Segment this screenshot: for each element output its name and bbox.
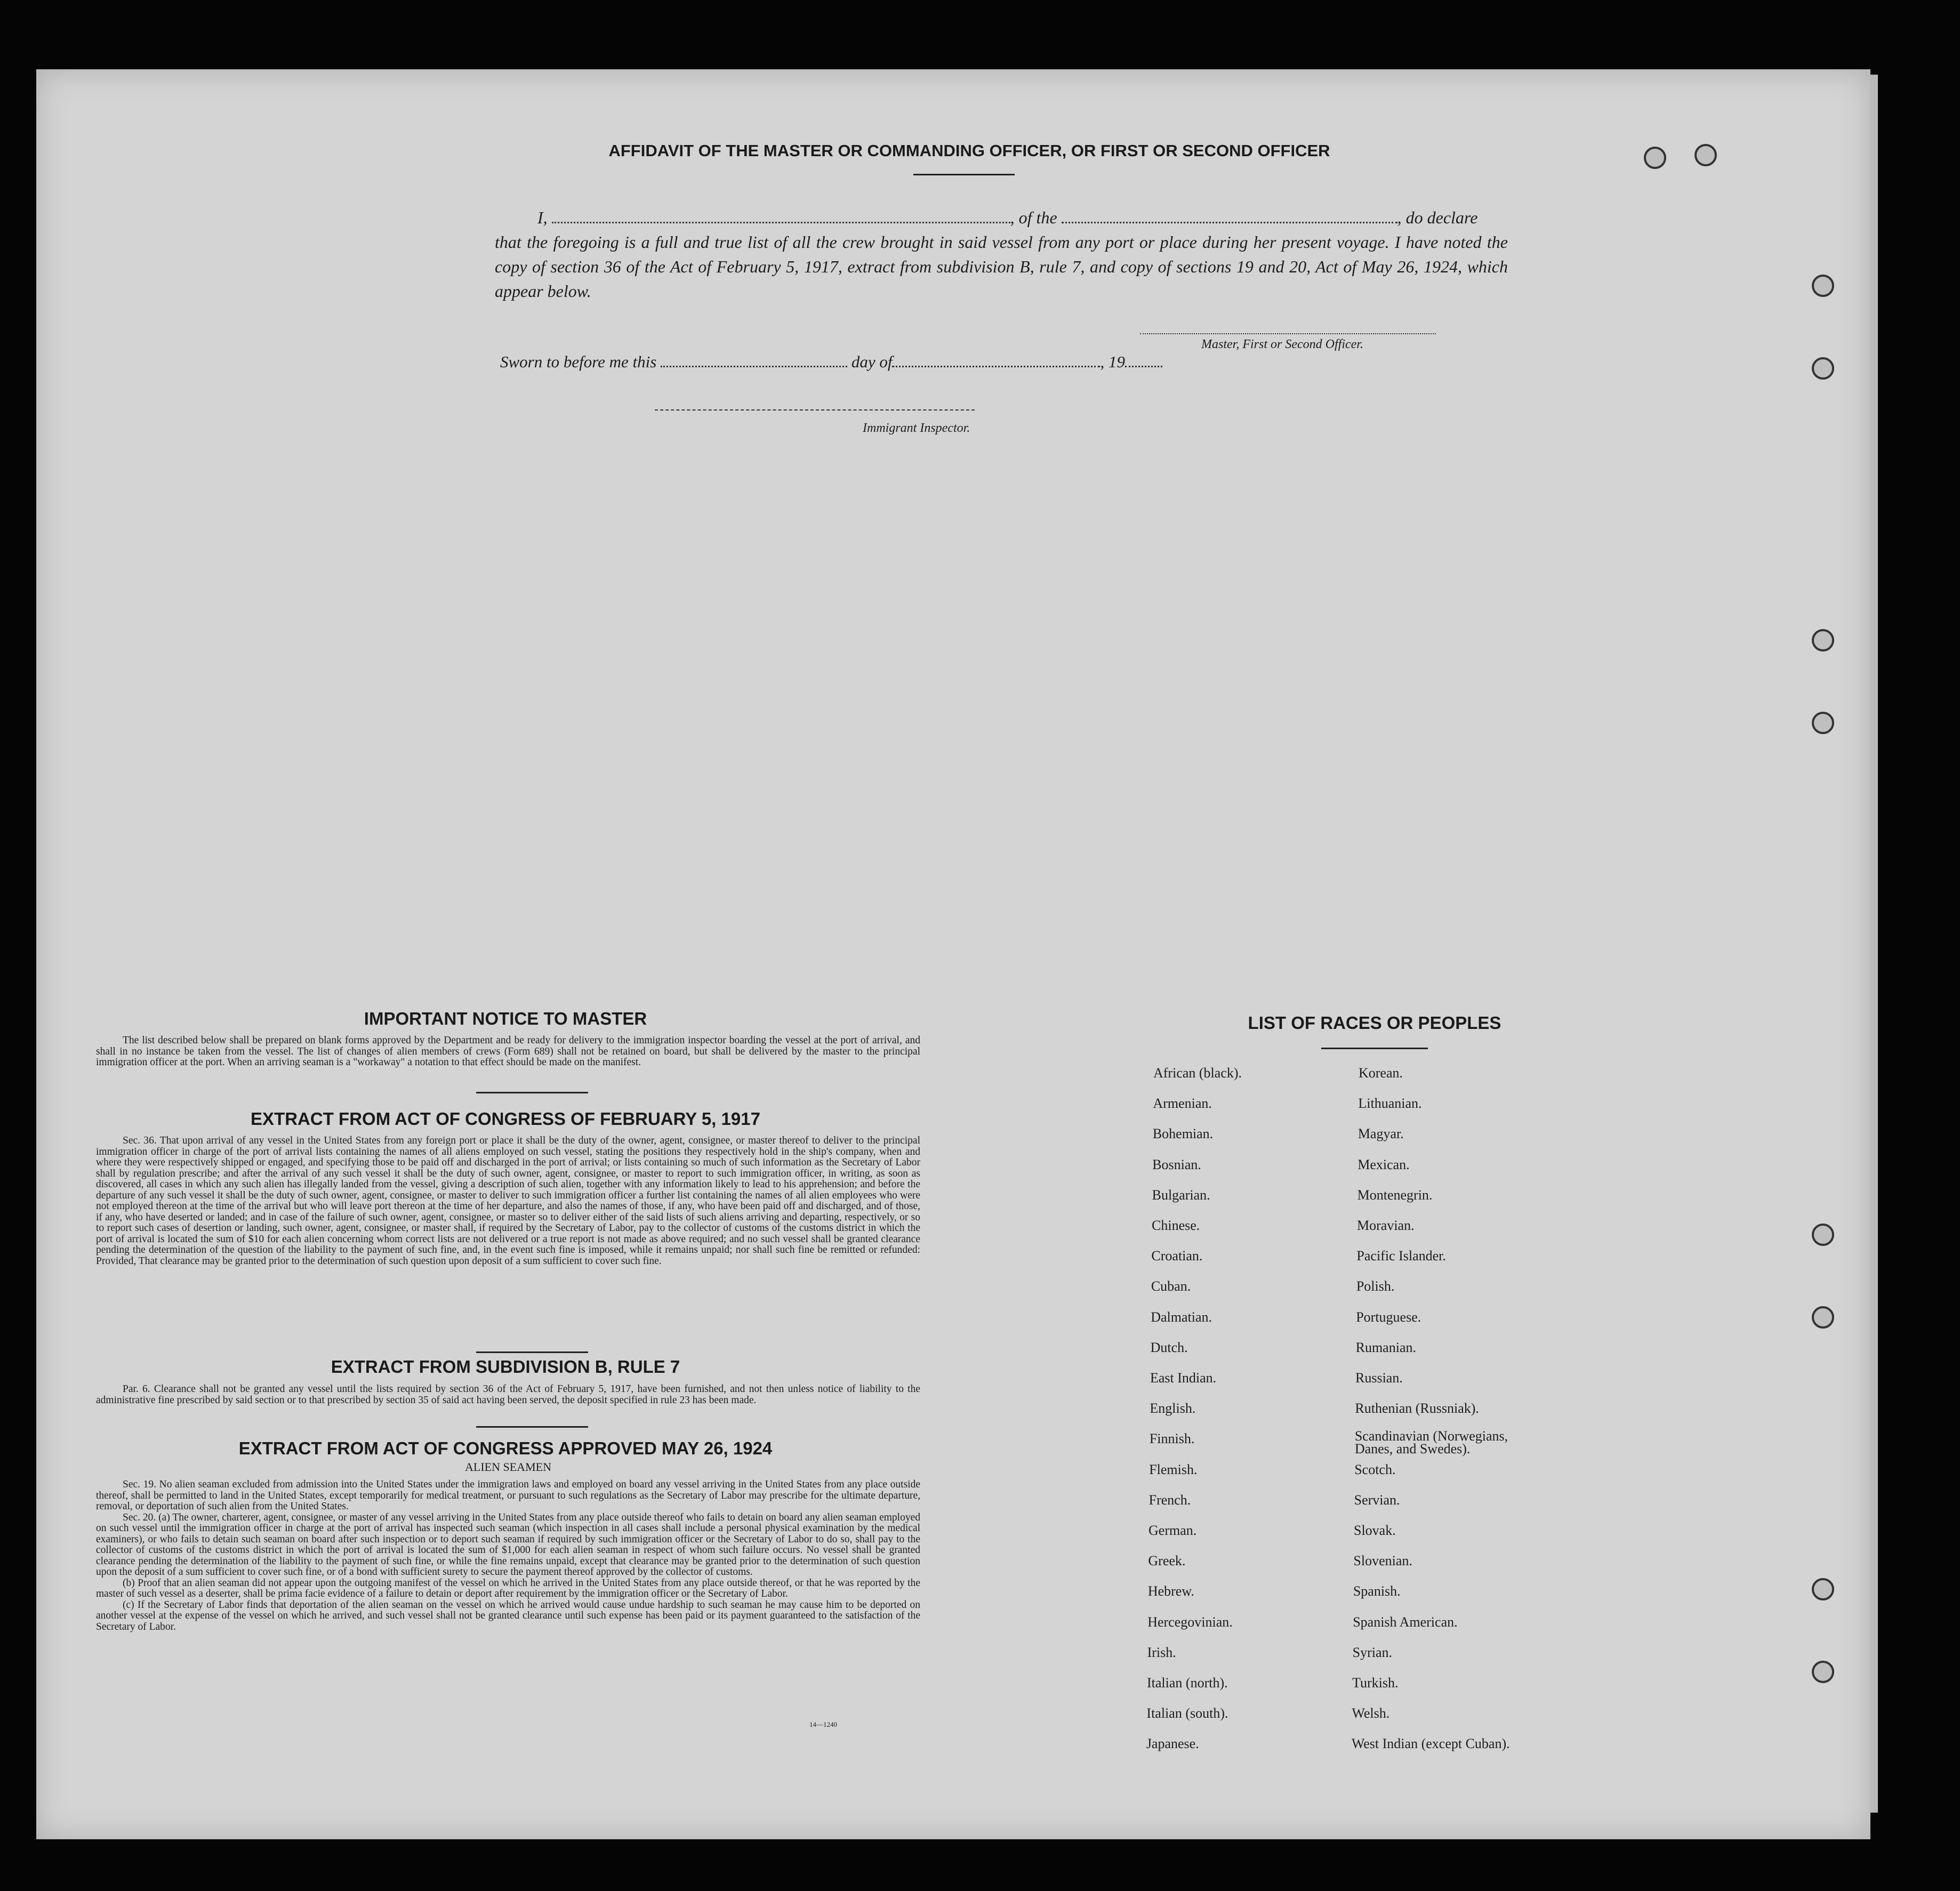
race-item: Ruthenian (Russniak).	[1355, 1401, 1479, 1417]
punch-hole	[1812, 712, 1834, 734]
divider	[913, 174, 1015, 175]
race-item: Portuguese.	[1356, 1309, 1421, 1325]
divider	[1321, 1048, 1428, 1049]
race-item: Scotch.	[1354, 1461, 1396, 1477]
race-item: Bohemian.	[1152, 1126, 1214, 1142]
race-item: Moravian.	[1357, 1218, 1415, 1233]
form-page	[36, 69, 1870, 1839]
race-item: Spanish.	[1353, 1583, 1401, 1599]
race-item: Slovak.	[1354, 1523, 1396, 1538]
name-blank	[552, 206, 1010, 223]
races-title: LIST OF RACES OR PEOPLES	[1248, 1013, 1501, 1033]
notice-title: IMPORTANT NOTICE TO MASTER	[364, 1009, 647, 1028]
race-item: English.	[1150, 1401, 1196, 1417]
inspector-label: Immigrant Inspector.	[863, 421, 970, 435]
race-item: Russian.	[1355, 1370, 1403, 1386]
race-item: East Indian.	[1150, 1370, 1217, 1386]
race-item: Armenian.	[1153, 1096, 1212, 1112]
rule-7-title: EXTRACT FROM SUBDIVISION B, RULE 7	[331, 1357, 680, 1377]
sworn-day-of: day of	[851, 352, 893, 371]
affidavit-title: AFFIDAVIT OF THE MASTER OR COMMANDING OFFICER, OR FIRST OR SECOND OFFICER	[608, 141, 1330, 160]
vessel-blank	[1062, 206, 1397, 223]
race-item: Lithuanian.	[1358, 1096, 1422, 1112]
master-signature-line	[1140, 333, 1436, 335]
affidavit-of-the: , of the	[1010, 208, 1057, 227]
affidavit-i: I,	[537, 208, 548, 227]
race-item: West Indian (except Cuban).	[1351, 1736, 1510, 1752]
race-item: Hebrew.	[1147, 1583, 1194, 1599]
race-item: Syrian.	[1352, 1644, 1392, 1660]
notice-paragraph: The list described below shall be prepared on blank forms approved by the Department and be ready for delivery to the immigration inspector boarding the vessel at the port of arrival, and shall in no instance be taken from the vessel. The list of changes of alien members of crews (Form 689) shall not be retained on board, but shall be delivered by the master to the principal immigration officer at the port. When an arriving seaman is a "workaway" a notation to that effect should be made on the manifest.	[96, 1035, 920, 1068]
act-1917-text	[96, 1136, 920, 1267]
race-item: Dalmatian.	[1151, 1309, 1212, 1325]
race-item: African (black).	[1153, 1065, 1242, 1081]
race-item: Hercegovinian.	[1147, 1614, 1233, 1630]
race-item: French.	[1148, 1492, 1191, 1508]
punch-hole	[1694, 144, 1717, 166]
punch-hole	[1812, 357, 1834, 380]
act-1924-text	[96, 1479, 920, 1632]
race-item: Greek.	[1148, 1553, 1186, 1569]
affidavit-text	[495, 205, 1508, 303]
punch-hole	[1812, 1661, 1834, 1683]
race-item: Spanish American.	[1353, 1614, 1458, 1630]
race-item: Cuban.	[1151, 1278, 1191, 1294]
race-item: Bulgarian.	[1152, 1187, 1210, 1203]
divider	[476, 1092, 588, 1093]
sworn-line	[500, 351, 1162, 372]
race-item: Polish.	[1356, 1278, 1395, 1294]
punch-hole	[1644, 147, 1666, 169]
act-1924-title: EXTRACT FROM ACT OF CONGRESS APPROVED MAY 26, 1924	[238, 1438, 773, 1458]
act-1917-title: EXTRACT FROM ACT OF CONGRESS OF FEBRUARY 5, 1917	[251, 1109, 760, 1129]
race-item: Finnish.	[1149, 1431, 1195, 1447]
sworn-month-blank	[892, 351, 1100, 367]
race-item: Slovenian.	[1353, 1553, 1412, 1569]
race-item: Irish.	[1147, 1644, 1176, 1660]
inspector-signature-line	[655, 409, 975, 412]
race-item: Rumanian.	[1355, 1339, 1416, 1355]
act-1917-paragraph: Sec. 36. That upon arrival of any vessel in the United States from any foreign port or place it shall be the duty of the owner, agent, consignee, or master thereof to deliver to the principal immigration officer in charge of the port of arrival lists containing the names of all aliens employed on such vessel, stating the positions they respectively hold in the ship's company, when and where they were respectively shipped or engaged, and specifying those to be paid off and discharged in the port of arrival; or lists containing so much of such information as the Secretary of Labor shall by regulation prescribe; and after the arrival of any such vessel it shall be the duty of such owner, agent, consignee, or master to report to such immigration officer, in writing, as soon as discovered, all cases in which any such alien has illegally landed from the vessel, giving a description of such alien, together with any information likely to lead to his apprehension; and before the departure of any such vessel it shall be the duty of such owner, agent, consignee, or master to deliver to such immigration officer a further list containing the names of all alien employees who were not employed thereon at the time of the arrival but who will leave port thereon at the time of her departure, and also the names of those, if any, who have been paid off and discharged, and of those, if any, who have deserted or landed; and in case of the failure of such owner, agent, consignee, or master so to deliver either of the said lists of such aliens arriving and departing, respectively, or so to report such cases of desertion or landing, such owner, agent, consignee, or master shall, if required by the Secretary of Labor, pay to the collector of customs of the customs district in which the port of arrival is located the sum of $10 for each alien concerning whom correct lists are not delivered or a true report is not made as above required; and no such vessel shall be granted clearance pending the determination of the question of the liability to the payment of such fine, and, in the event such fine is imposed, while it remains unpaid; nor shall such fine be remitted or refunded: Provided, That clearance may be granted prior to the determination of such question upon deposit of a sum sufficient to cover such fine.	[96, 1135, 920, 1267]
race-item: Magyar.	[1357, 1126, 1404, 1142]
race-item: Chinese.	[1152, 1218, 1200, 1233]
race-item: Japanese.	[1146, 1736, 1199, 1752]
race-item: Flemish.	[1149, 1461, 1198, 1477]
race-item: Montenegrin.	[1357, 1187, 1433, 1203]
race-item: Turkish.	[1352, 1675, 1399, 1691]
notice-text	[96, 1035, 920, 1068]
divider	[476, 1426, 588, 1428]
section-20b: (b) Proof that an alien seaman did not appear upon the outgoing manifest of the vessel on which he arrived in the United States from any place outside thereof, or that he was reported by the master of such vessel as a deserter, shall be prima facie evidence of a failure to detain or deport after requirement by the immigration officer or the Secretary of Labor.	[96, 1577, 920, 1599]
punch-hole	[1812, 1578, 1834, 1600]
rule-7-text	[96, 1384, 920, 1406]
divider	[476, 1351, 588, 1353]
section-19: Sec. 19. No alien seaman excluded from admission into the United States under the immigration laws and employed on board any vessel arriving in the United States from any place outside thereof, shall be permitted to land in the United States, except temporarily for medical treatment, or pursuant to such regulations as the Secretary of Labor may prescribe for the ultimate departure, removal, or deportation of such alien from the United States.	[96, 1479, 920, 1512]
punch-hole	[1812, 629, 1834, 651]
punch-hole	[1812, 1306, 1834, 1329]
race-item: Scandinavian (Norwegians, Danes, and Swedes).	[1354, 1428, 1508, 1457]
section-20a: Sec. 20. (a) The owner, charterer, agent, consignee, or master of any vessel arriving in the United States from any place outside thereof who fails to detain on board any alien seaman employed on such vessel until the immigration officer in charge at the port of arrival has inspected such seaman (which inspection in all cases shall include a personal physical examination by the medical examiners), or who fails to detain such seaman on board after such inspection or to deport such seaman if required by such immigration officer or the Secretary of Labor to do so, shall pay to the collector of customs of the customs district in which the port of arrival is located the sum of $1,000 for each alien seaman in respect of whom such failure occurs. No vessel shall be granted clearance pending the determination of the liability to the payment of such fine, or while the fine remains unpaid, except that clearance may be granted prior to the determination of such question upon the deposit of a sum sufficient to cover such fine, or of a bond with sufficient surety to secure the payment thereof approved by the collector of customs.	[96, 1511, 920, 1578]
rule-7-paragraph: Par. 6. Clearance shall not be granted any vessel until the lists required by section 36 of the Act of February 5, 1917, have been furnished, and not then unless notice of liability to the administrative fine prescribed by said section or to that prescribed by section 35 of said act having been served, the deposit specified in rule 23 has been made.	[96, 1383, 920, 1406]
sworn-day-blank	[661, 351, 847, 367]
race-item: Italian (south).	[1146, 1705, 1228, 1721]
race-item: Welsh.	[1352, 1705, 1390, 1721]
race-item: Italian (north).	[1147, 1675, 1228, 1691]
sworn-text: Sworn to before me this	[500, 352, 657, 371]
affidavit-body: that the foregoing is a full and true list of all the crew brought in said vessel from any port or place during her present voyage. I have noted the copy of section 36 of the Act of February 5, 1917, extract from subdivision B, rule 7, and copy of sections 19 and 20, Act of May 26, 1924, which appear below.	[495, 232, 1508, 301]
race-item: Croatian.	[1151, 1248, 1203, 1264]
race-item: Bosnian.	[1152, 1156, 1201, 1172]
race-item: German.	[1148, 1523, 1197, 1538]
punch-hole	[1812, 1224, 1834, 1246]
master-label: Master, First or Second Officer.	[1201, 337, 1363, 351]
section-20c: (c) If the Secretary of Labor finds that deportation of the alien seaman on the vessel on which he arrived would cause undue hardship to such seaman he may cause him to be deported on another vessel at the expense of the vessel on which he arrived, and such vessel shall not be granted clearance until such expense has been paid or its payment guaranteed to the satisfaction of the Secretary of Labor.	[96, 1599, 920, 1632]
race-item: Mexican.	[1357, 1156, 1410, 1172]
race-item: Servian.	[1354, 1492, 1400, 1508]
affidavit-declare: , do declare	[1397, 208, 1478, 227]
race-item: Dutch.	[1150, 1339, 1188, 1355]
punch-hole	[1812, 275, 1834, 297]
sworn-year: , 19	[1100, 352, 1125, 371]
sworn-year-blank	[1125, 351, 1162, 367]
form-number: 14—1240	[809, 1720, 837, 1728]
race-item: Pacific Islander.	[1356, 1248, 1446, 1264]
race-item: Korean.	[1359, 1065, 1403, 1081]
alien-seamen-subtitle: ALIEN SEAMEN	[465, 1460, 551, 1474]
